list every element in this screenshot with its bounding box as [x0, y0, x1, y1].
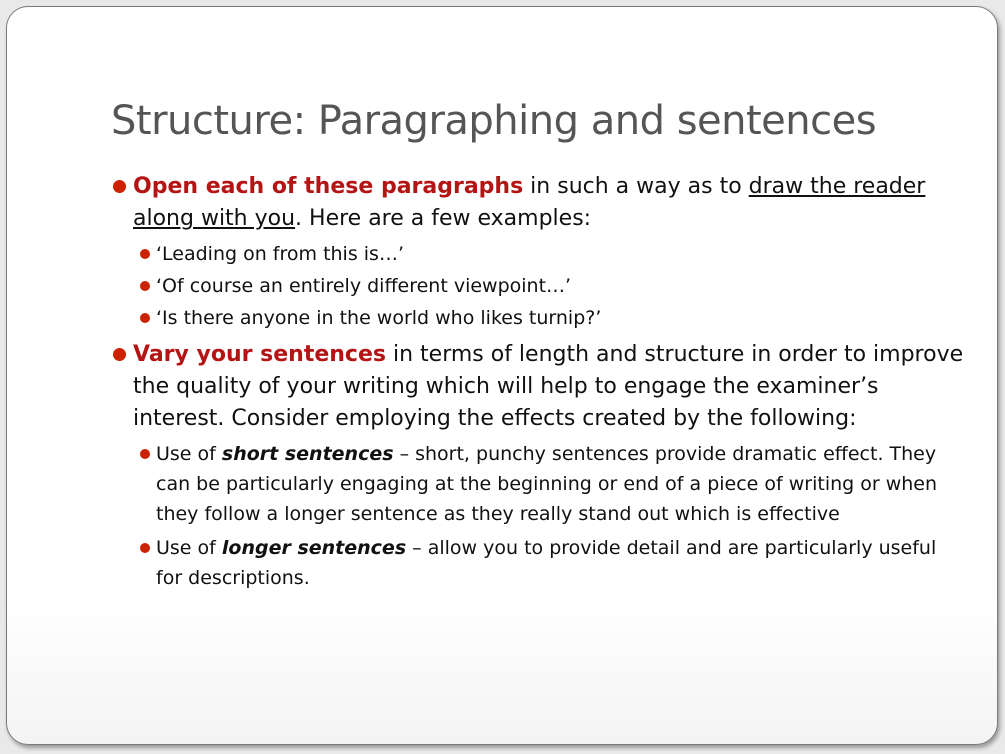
example-item	[156, 239, 946, 269]
example-text: ‘Leading on from this is…’	[156, 243, 404, 265]
item-text: – short, punchy sentences provide dramatic effect. They can be particularly engaging at the beginning or end of a piece of writing or when they follow a longer sentence as they really stand out which is effective	[156, 443, 938, 525]
bullet-dot-icon	[140, 249, 150, 259]
item-emphasis: short sentences	[221, 443, 394, 465]
bullet-vary-sentences	[133, 339, 968, 435]
bullet-text: in such a way as to	[523, 174, 749, 199]
example-text: ‘Is there anyone in the world who likes turnip?’	[156, 307, 602, 329]
slide-title: Structure: Paragraphing and sentences	[111, 98, 877, 144]
example-item	[156, 271, 946, 301]
sentence-type-item	[156, 439, 946, 529]
item-text: – allow you to provide detail and are particularly useful for descriptions.	[156, 537, 937, 589]
bullet-dot-icon	[140, 543, 150, 553]
item-prefix: Use of	[156, 443, 222, 465]
bullet-dot-icon	[113, 348, 126, 361]
bullet-lead-text: Open each of these paragraphs	[133, 174, 524, 199]
example-text: ‘Of course an entirely different viewpoint…’	[156, 275, 572, 297]
bullet-lead-text: Vary your sentences	[133, 342, 386, 367]
sentence-types-list	[7, 439, 997, 593]
example-item	[156, 303, 946, 333]
bullet-paragraph-openings	[133, 171, 968, 235]
bullet-text: . Here are a few examples:	[295, 206, 592, 231]
bullet-text: in terms of length and structure in order to improve the quality of your writing which will help to engage the examiner’s interest. Consider employing the effects created by the following:	[133, 342, 964, 431]
bullet-dot-icon	[140, 313, 150, 323]
examples-list	[7, 239, 997, 333]
bullet-dot-icon	[113, 180, 126, 193]
slide	[6, 6, 998, 745]
underlined-text: draw the reader along with you	[133, 174, 926, 231]
item-prefix: Use of	[156, 537, 222, 559]
item-emphasis: longer sentences	[221, 537, 407, 559]
sentence-type-item	[156, 533, 946, 593]
bullet-dot-icon	[140, 449, 150, 459]
slide-content	[7, 171, 997, 599]
bullet-dot-icon	[140, 281, 150, 291]
